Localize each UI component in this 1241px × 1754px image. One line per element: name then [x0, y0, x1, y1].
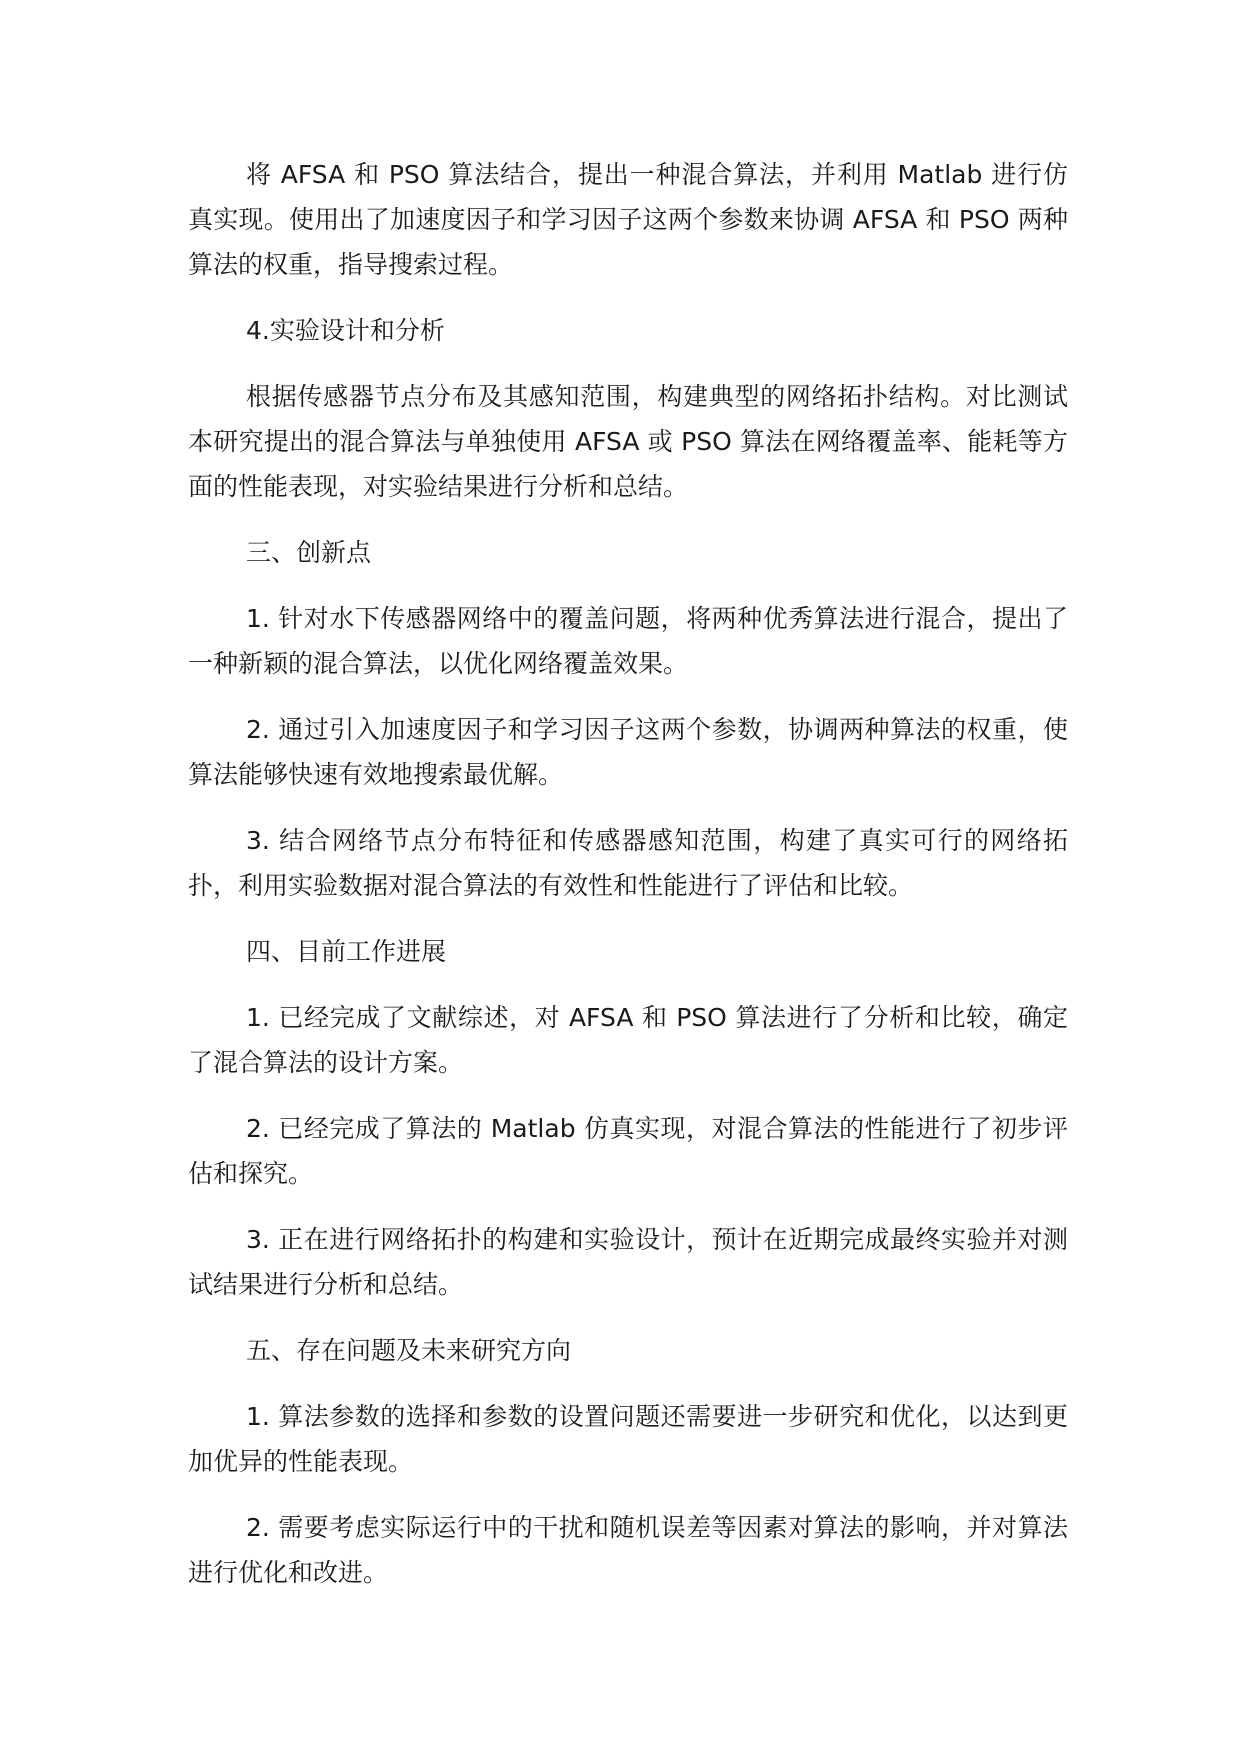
heading-progress: 四、目前工作进展 — [246, 937, 447, 966]
paragraph-experiment-design: 根据传感器节点分布及其感知范围，构建典型的网络拓扑结构。对比测试本研究提出的混合算法与单独使用 AFSA 或 PSO 算法在网络覆盖率、能耗等方面的性能表现，对实验结果进行分析和总结。 — [188, 382, 1068, 501]
paragraph-problem-1: 1. 算法参数的选择和参数的设置问题还需要进一步研究和优化，以达到更加优异的性能表现。 — [188, 1402, 1068, 1476]
paragraph-innovation-2: 2. 通过引入加速度因子和学习因子这两个参数，协调两种算法的权重，使算法能够快速有效地搜索最优解。 — [188, 715, 1068, 789]
paragraph-progress-3: 3. 正在进行网络拓扑的构建和实验设计，预计在近期完成最终实验并对测试结果进行分析和总结。 — [188, 1225, 1068, 1299]
heading-problems-future: 五、存在问题及未来研究方向 — [246, 1336, 572, 1365]
paragraph-innovation-3: 3. 结合网络节点分布特征和传感器感知范围，构建了真实可行的网络拓扑，利用实验数据对混合算法的有效性和性能进行了评估和比较。 — [188, 826, 1068, 900]
document-body — [188, 152, 1068, 1616]
paragraph-progress-2: 2. 已经完成了算法的 Matlab 仿真实现，对混合算法的性能进行了初步评估和探究。 — [188, 1114, 1068, 1188]
heading-innovations: 三、创新点 — [246, 538, 372, 567]
paragraph-afsa-pso-hybrid: 将 AFSA 和 PSO 算法结合，提出一种混合算法，并利用 Matlab 进行仿真实现。使用出了加速度因子和学习因子这两个参数来协调 AFSA 和 PSO 两种算法的权重，指导搜索过程。 — [188, 160, 1068, 279]
paragraph-progress-1: 1. 已经完成了文献综述，对 AFSA 和 PSO 算法进行了分析和比较，确定了混合算法的设计方案。 — [188, 1003, 1068, 1077]
heading-experiment-design: 4.实验设计和分析 — [246, 316, 445, 345]
paragraph-problem-2: 2. 需要考虑实际运行中的干扰和随机误差等因素对算法的影响，并对算法进行优化和改进。 — [188, 1513, 1068, 1587]
paragraph-innovation-1: 1. 针对水下传感器网络中的覆盖问题，将两种优秀算法进行混合，提出了一种新颖的混合算法，以优化网络覆盖效果。 — [188, 604, 1068, 678]
